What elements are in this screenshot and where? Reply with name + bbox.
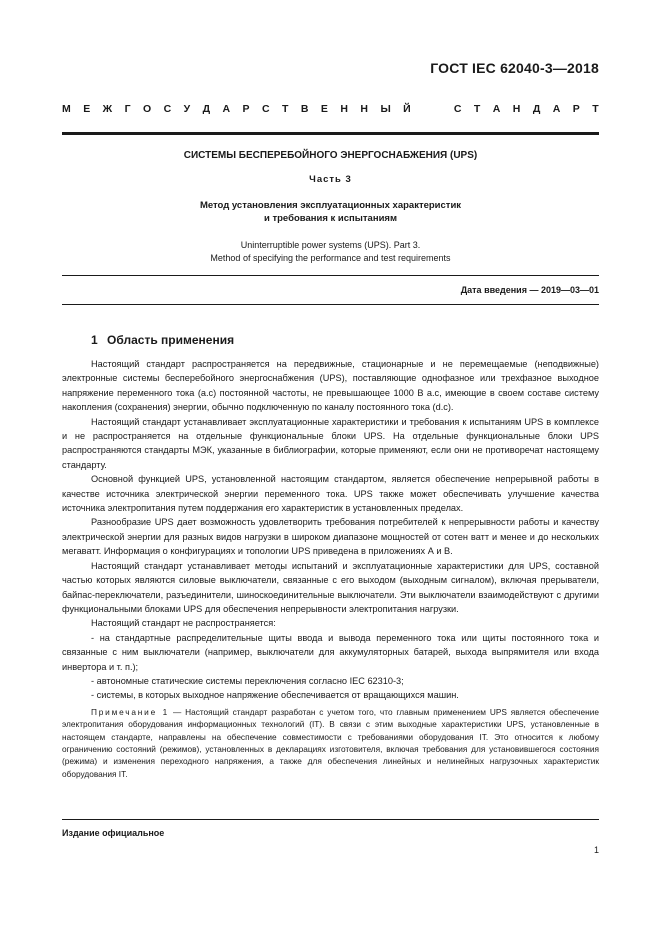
note-dash: — — [169, 706, 186, 717]
interstate-letter: Й — [403, 103, 411, 115]
note — [62, 706, 599, 780]
interstate-letter: Р — [242, 103, 250, 115]
note-label: Примечание 1 — [91, 706, 170, 717]
interstate-letter: С — [453, 103, 462, 115]
interstate-letter — [423, 103, 426, 115]
interstate-letter: Ы — [380, 103, 391, 115]
list-item: - на стандартные распределительные щиты ввода и вывода переменного тока или щиты постоянного тока и связанные с ним выключатели (например, выключатели для аккумуляторных батарей, выхода выпрямителя или входа инвертора и т. п.); — [62, 632, 599, 672]
method-subtitle — [62, 199, 599, 225]
english-title — [62, 239, 599, 265]
interstate-letter: А — [552, 103, 561, 115]
interstate-letter: Н — [512, 103, 521, 115]
document-title: СИСТЕМЫ БЕСПЕРЕБОЙНОГО ЭНЕРГОСНАБЖЕНИЯ (UPS) — [183, 150, 478, 161]
paragraph: Основной функцией UPS, установленной настоящим стандартом, является обеспечение непрерывной работы в качестве источника электрической энергии переменного тока. UPS также может обеспечивать улучшение качества источника электропитания путем поддержания его характеристик в установленных пределах. — [62, 474, 599, 514]
footer-rule — [62, 819, 599, 820]
interstate-letter — [439, 103, 442, 115]
paragraph: Разнообразие UPS дает возможность удовлетворить требования потребителей к непрерывности работы и качеству электрической энергии для разных видов нагрузки в широком диапазоне мощностей от сотен ватт и менее и до нескольких мегаватт. Информация о конфигурациях и топологии UPS приведена в приложениях А и В. — [62, 517, 599, 557]
section-number: 1 — [91, 333, 98, 347]
note-text: Настоящий стандарт разработан с учетом того, что главным применением UPS является обеспечение электропитания оборудования информационных технологий (IT). В связи с этим выходные характеристики UPS, установленные в настоящем стандарте, направлены на обеспечение совместимости с требованиями оборудования IT. Это относится к любому ограничению состояний (режимов), установленных в декларациях изготовителя, включая требования для установившегося состояния (режима) и изменения переходного напряжения, а также для обеспечения линейных и нелинейных нагрузочных характеристик оборудования IT. — [62, 706, 599, 779]
interstate-letter: Н — [360, 103, 368, 115]
section-heading — [91, 333, 234, 347]
interstate-letter: Д — [532, 103, 541, 115]
interstate-letter: Т — [282, 103, 289, 115]
paragraph: Настоящий стандарт распространяется на передвижные, стационарные и не перемещаемые (неподвижные) электронные системы бесперебойного энергоснабжения (UPS), поставляющие однофазное или трехфазное выходное напряжение переменного тока (a.c) постоянной частоты, не превышающее 1000 В а.с, имеющие в своем составе систему накопления (сохранения) энергии, обычно подключенную по каналу постоянного тока (d.c). — [62, 359, 599, 413]
english-line-2: Method of specifying the performance and test requirements — [210, 253, 451, 263]
interstate-letter: Е — [83, 103, 91, 115]
interstate-letter: А — [222, 103, 231, 115]
interstate-letter: С — [262, 103, 270, 115]
introduction-date: Дата введения — 2019—03—01 — [460, 285, 599, 295]
interstate-letter: Р — [572, 103, 580, 115]
section-title: Область применения — [107, 333, 235, 347]
interstate-letter: М — [62, 103, 71, 115]
interstate-letter: В — [300, 103, 309, 115]
interstate-letter: С — [163, 103, 172, 115]
interstate-letter: А — [492, 103, 501, 115]
list-item: - системы, в которых выходное напряжение обеспечивается от вращающихся машин. — [91, 690, 459, 701]
list-item: - автономные статические системы переключения согласно IEC 62310-3; — [91, 675, 404, 686]
paragraph: Настоящий стандарт не распространяется: — [91, 618, 276, 629]
page-number: 1 — [593, 845, 599, 855]
method-line-2: и требования к испытаниям — [264, 213, 397, 224]
interstate-letter: У — [183, 103, 191, 115]
title-rule — [62, 275, 599, 276]
english-line-1: Uninterruptible power systems (UPS). Part 3. — [240, 240, 421, 250]
interstate-standard-heading — [62, 103, 599, 115]
interstate-letter: Т — [592, 103, 599, 115]
interstate-letter: Н — [340, 103, 348, 115]
interstate-letter: Д — [202, 103, 211, 115]
interstate-letter: О — [142, 103, 152, 115]
interstate-letter: Ж — [102, 103, 113, 115]
paragraph: Настоящий стандарт устанавливает методы испытаний и эксплуатационные характеристики для UPS, составной частью которых являются силовые выключатели, связанные с его выходом (выходным сигналом), включая прерыватели, байпас-переключатели, разъединители, шиноскоединительные выключатели. Эти выключатели взаимодействуют с другими функциональными блоками UPS для обеспечения непрерывности электропитания нагрузки. — [62, 560, 599, 614]
header-rule — [62, 132, 599, 135]
part-label: Часть 3 — [309, 174, 352, 185]
standard-id: ГОСТ IEC 62040-3—2018 — [430, 60, 599, 76]
interstate-letter: Е — [320, 103, 328, 115]
method-line-1: Метод установления эксплуатационных характеристик — [199, 200, 462, 211]
interstate-letter: Т — [473, 103, 481, 115]
date-rule — [62, 304, 599, 305]
interstate-letter: Г — [124, 103, 131, 115]
section-body — [62, 357, 599, 780]
paragraph: Настоящий стандарт устанавливает эксплуатационные характеристики и требования к испытаниям UPS в комплексе и не распространяется на отдельные функциональные блоки UPS. На отдельные функциональные блоки UPS распространяются стандарты МЭК, указанные в библиографии, которые применяют, если они не противоречат настоящему стандарту. — [62, 416, 599, 470]
official-edition: Издание официальное — [62, 828, 165, 838]
